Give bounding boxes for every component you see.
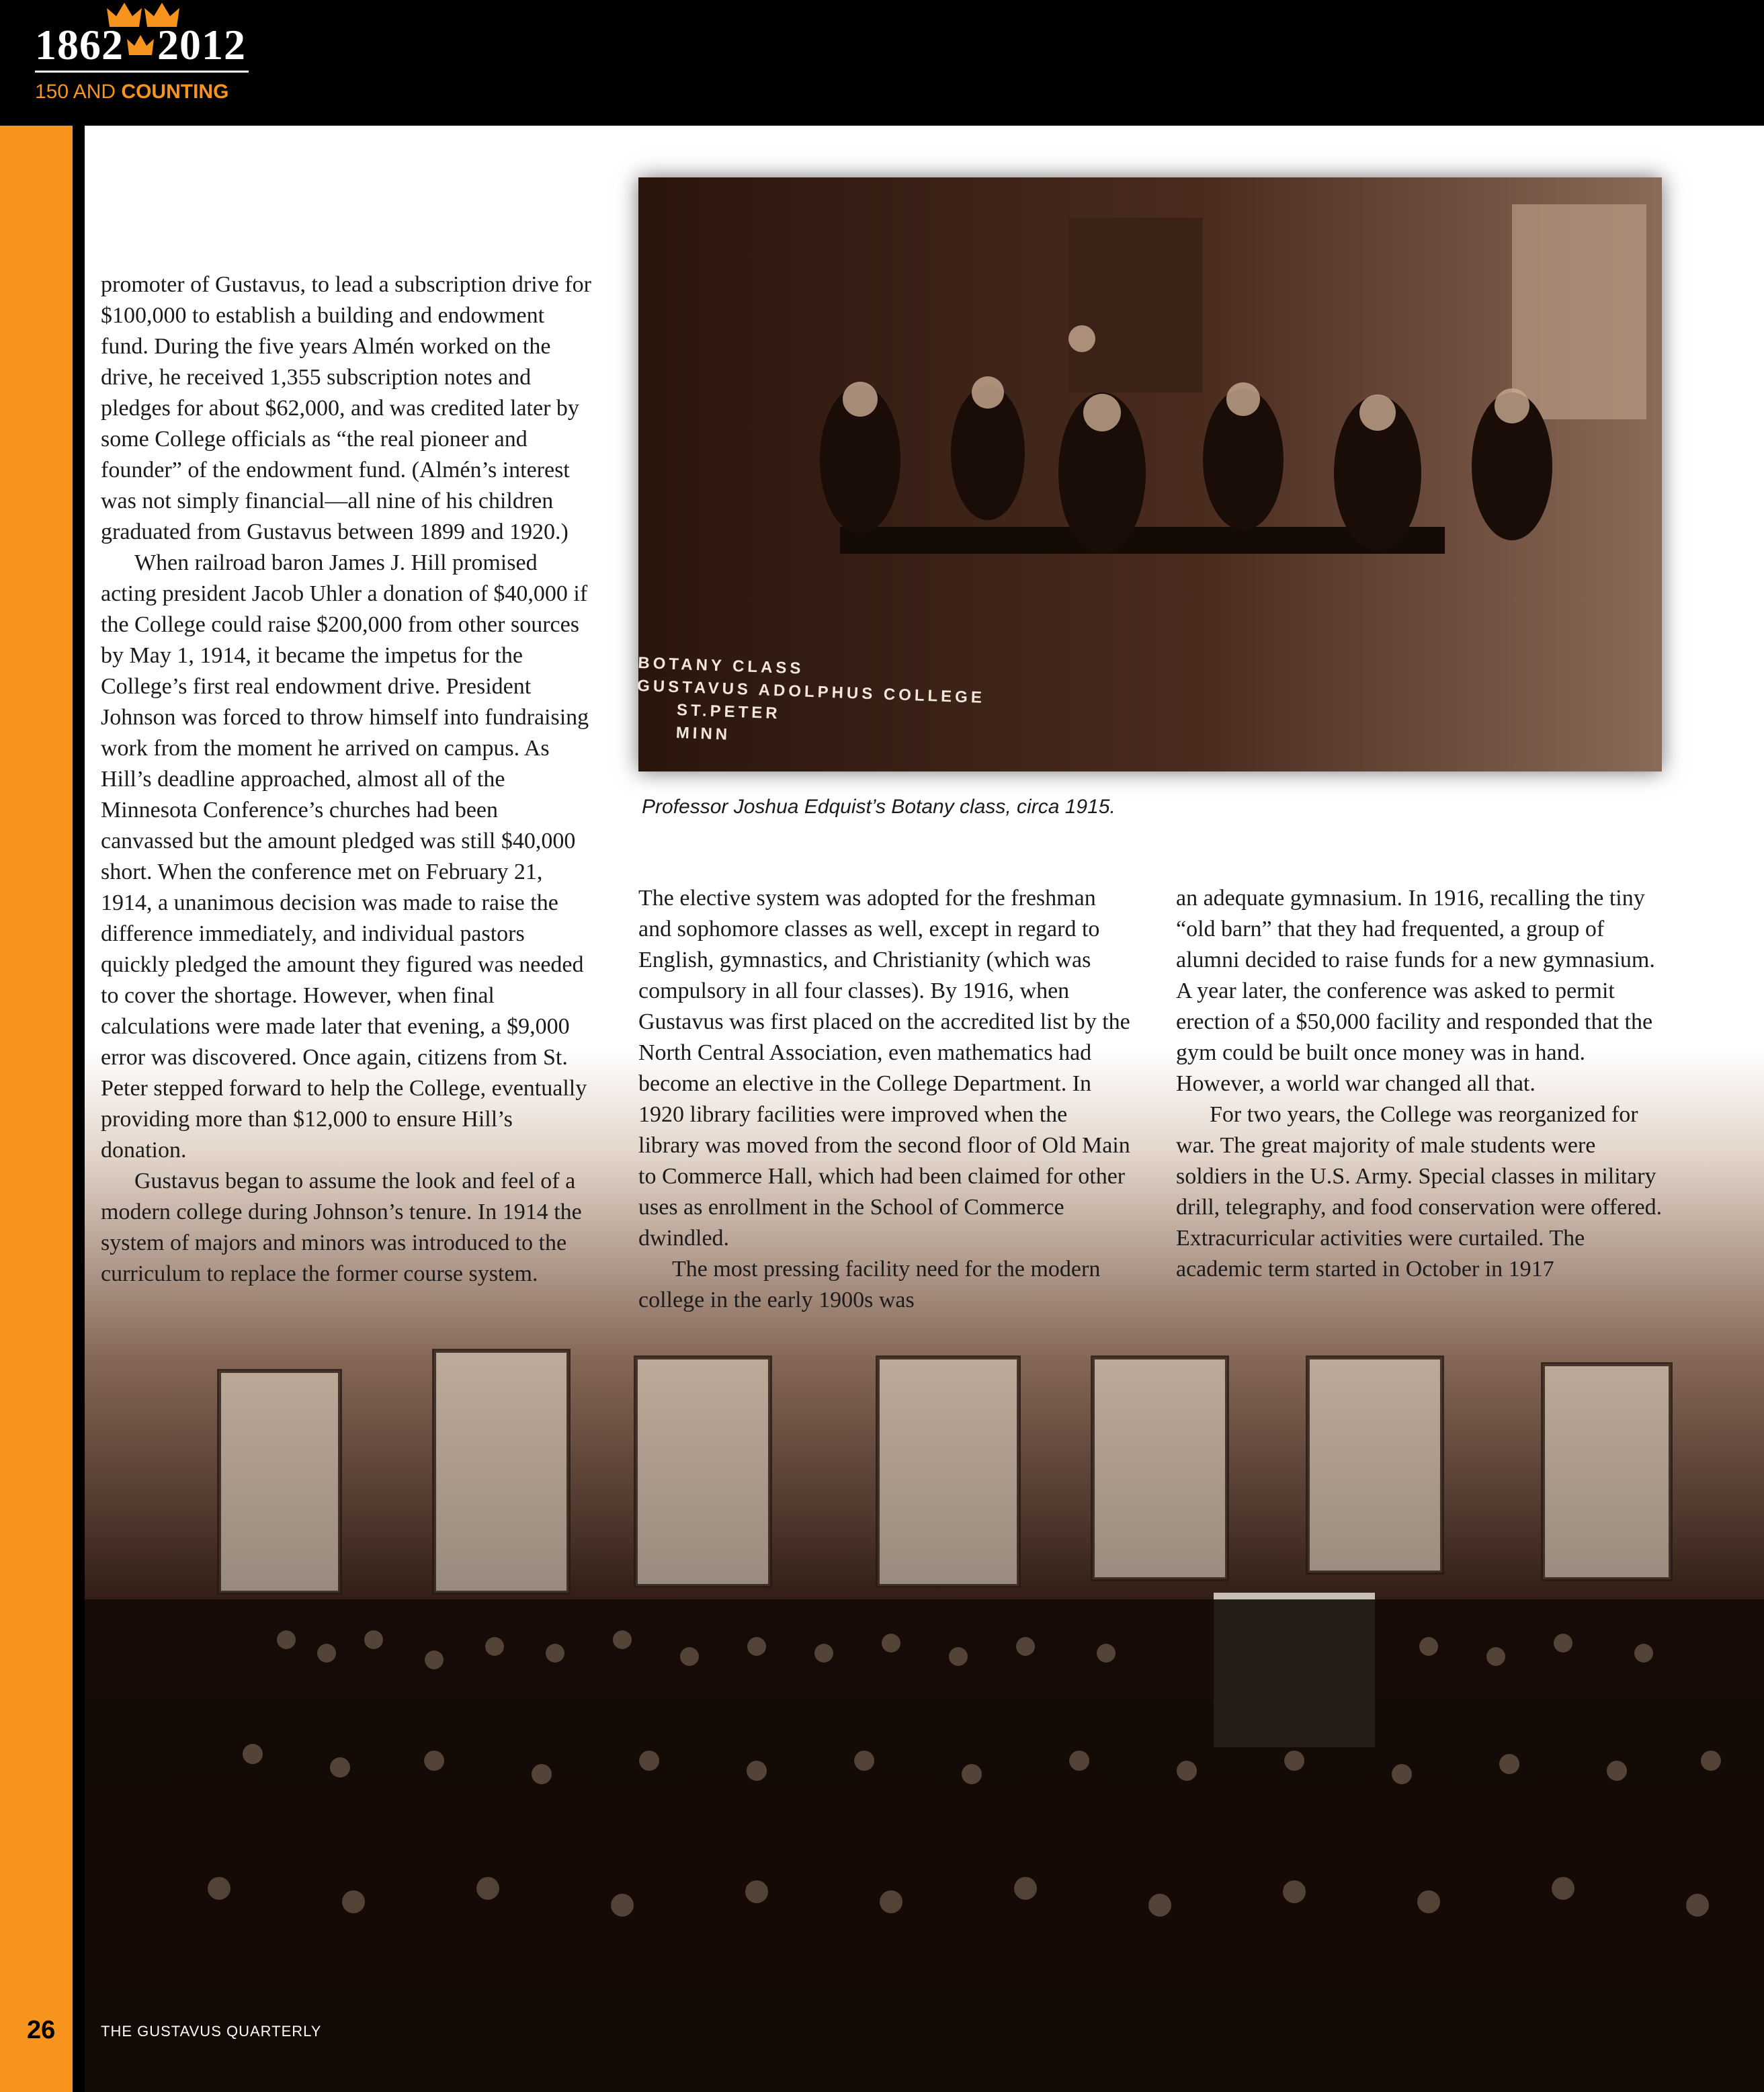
paragraph: The elective system was adopted for the freshman and sophomore classes as well, except in regard to English, gymnastics, and Christianity (which was compulsory in all four classes). By 1916, when Gustavus was first placed on the accredited list by the North Central Association, even mathematics had become an elective in the College Department. In 1920 library facilities were improved when the library was moved from the second floor of Old Main to Commerce Hall, which had been claimed for other uses as enrollment in the School of Commerce dwindled. [638, 886, 1130, 1251]
anniversary-years [35, 20, 246, 70]
postcard-line: GUSTAVUS ADOLPHUS COLLEGE [636, 676, 986, 708]
header-divider [35, 71, 249, 73]
series-prefix: 150 AND [35, 81, 116, 103]
series-title [35, 81, 228, 103]
year-end: 2012 [157, 21, 246, 69]
paragraph: For two years, the College was reorganized for war. The great majority of male students were soldiers in the U.S. Army. Special classes in military drill, telegraphy, and food conservation were offered. Extracurricular activities were curtailed. The academic term started in October in 1917 [1176, 1102, 1663, 1282]
page-number: 26 [27, 2016, 56, 2044]
series-emphasis: COUNTING [121, 81, 229, 103]
postcard-line: MINN [675, 724, 731, 744]
paragraph: promoter of Gustavus, to lead a subscription drive for $100,000 to establish a building and endowment fund. During the five years Almén worked on the drive, he received 1,355 subscription notes and pledges for about $62,000, and was credited later by some College officials as “the real pioneer and founder” of the endowment fund. (Almén’s interest was not simply financial—all nine of his children graduated from Gustavus between 1899 and 1920.) [101, 272, 591, 544]
article-column-2 [638, 883, 1132, 1316]
postcard-inscription [635, 652, 1041, 757]
postcard-line: BOTANY CLASS [637, 653, 804, 678]
side-black-bar [73, 126, 85, 2092]
photo-caption: Professor Joshua Edquist’s Botany class, circa 1915. [642, 796, 1116, 818]
side-accent-bar [0, 126, 69, 2092]
paragraph: an adequate gymnasium. In 1916, recalling the tiny “old barn” that they had frequented, a group of alumni decided to raise funds for a new gymnasium. A year later, the conference was asked to permit erection of a $50,000 facility and responded that the gym could be built once money was in hand. However, a world war changed all that. [1176, 886, 1655, 1096]
paragraph: The most pressing facility need for the modern college in the early 1900s was [638, 1257, 1101, 1312]
publication-name: THE GUSTAVUS QUARTERLY [101, 2023, 322, 2040]
paragraph: When railroad baron James J. Hill promised acting president Jacob Uhler a donation of $40,000 if the College could raise $200,000 from other sources by May 1, 1914, it became the impetus for the College’s first real endowment drive. President Johnson was forced to throw himself into fundraising work from the moment he arrived on campus. As Hill’s deadline approached, almost all of the Minnesota Conference’s churches had been canvassed but the amount pledged was still $40,000 short. When the conference met on February 21, 1914, a unanimous decision was made to raise the difference immediately, and individual pastors quickly pledged the amount they figured was needed to cover the shortage. However, when final calculations were made later that evening, a $9,000 error was discovered. Once again, citizens from St. Peter stepped forward to help the College, eventually providing more than $12,000 to ensure Hill’s donation. [101, 550, 589, 1163]
paragraph: Gustavus began to assume the look and feel of a modern college during Johnson’s tenure. In 1914 the system of majors and minors was introduced to the curriculum to replace the former course system. [101, 1169, 582, 1286]
article-column-3 [1176, 883, 1670, 1285]
masthead [0, 0, 1764, 126]
year-start: 1862 [35, 21, 124, 69]
crown-icon [126, 34, 155, 56]
postcard-line: ST.PETER [676, 701, 782, 723]
article-column-1 [101, 269, 595, 1290]
